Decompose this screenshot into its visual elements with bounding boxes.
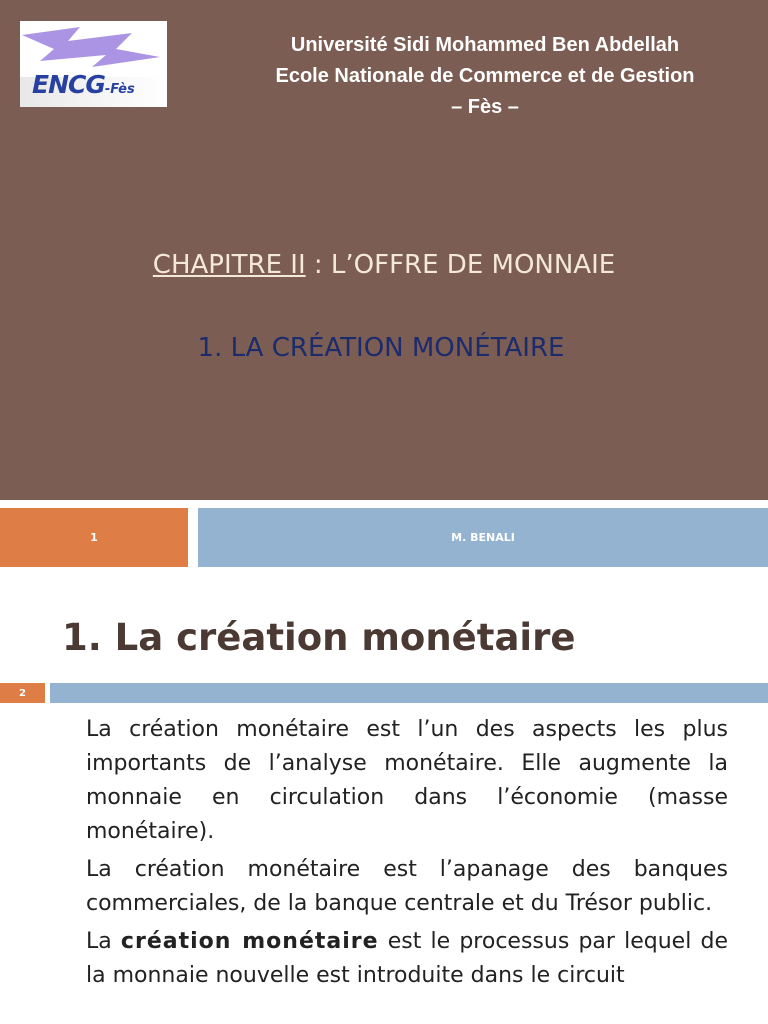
- encg-logo: [20, 21, 167, 107]
- slide-title: 1. La création monétaire: [62, 616, 576, 659]
- chapter-number: CHAPITRE II: [152, 250, 306, 280]
- paragraph-2: La création monétaire est l’apanage des banques commerciales, de la banque centrale et du Trésor public.: [86, 857, 728, 916]
- slide-number-1: 1: [0, 508, 188, 567]
- school-name: Ecole Nationale de Commerce et de Gestion: [275, 65, 695, 87]
- chapter-topic: : L’OFFRE DE MONNAIE: [305, 250, 616, 280]
- city-name: – Fès –: [451, 96, 519, 118]
- chapter-title: [0, 250, 768, 280]
- logo-text: ENCG-Fès: [32, 70, 135, 99]
- title-slide: [0, 0, 768, 500]
- university-header: [200, 30, 768, 123]
- bold-term: création monétaire: [120, 929, 379, 954]
- slide-number-2: 2: [0, 683, 45, 703]
- footer-author: M. BENALI: [198, 508, 768, 567]
- title-divider-bar: [50, 683, 768, 703]
- section-title: 1. LA CRÉATION MONÉTAIRE: [197, 333, 565, 363]
- slide-body: [86, 713, 728, 997]
- paragraph-3: La création monétaire est le processus par lequel de la monnaie nouvelle est introduite dans le circuit: [86, 929, 728, 988]
- university-name: Université Sidi Mohammed Ben Abdellah: [290, 34, 680, 56]
- paragraph-1: La création monétaire est l’un des aspects les plus importants de l’analyse monétaire. Elle augmente la monnaie en circulation dans l’économie (masse monétaire).: [86, 717, 728, 844]
